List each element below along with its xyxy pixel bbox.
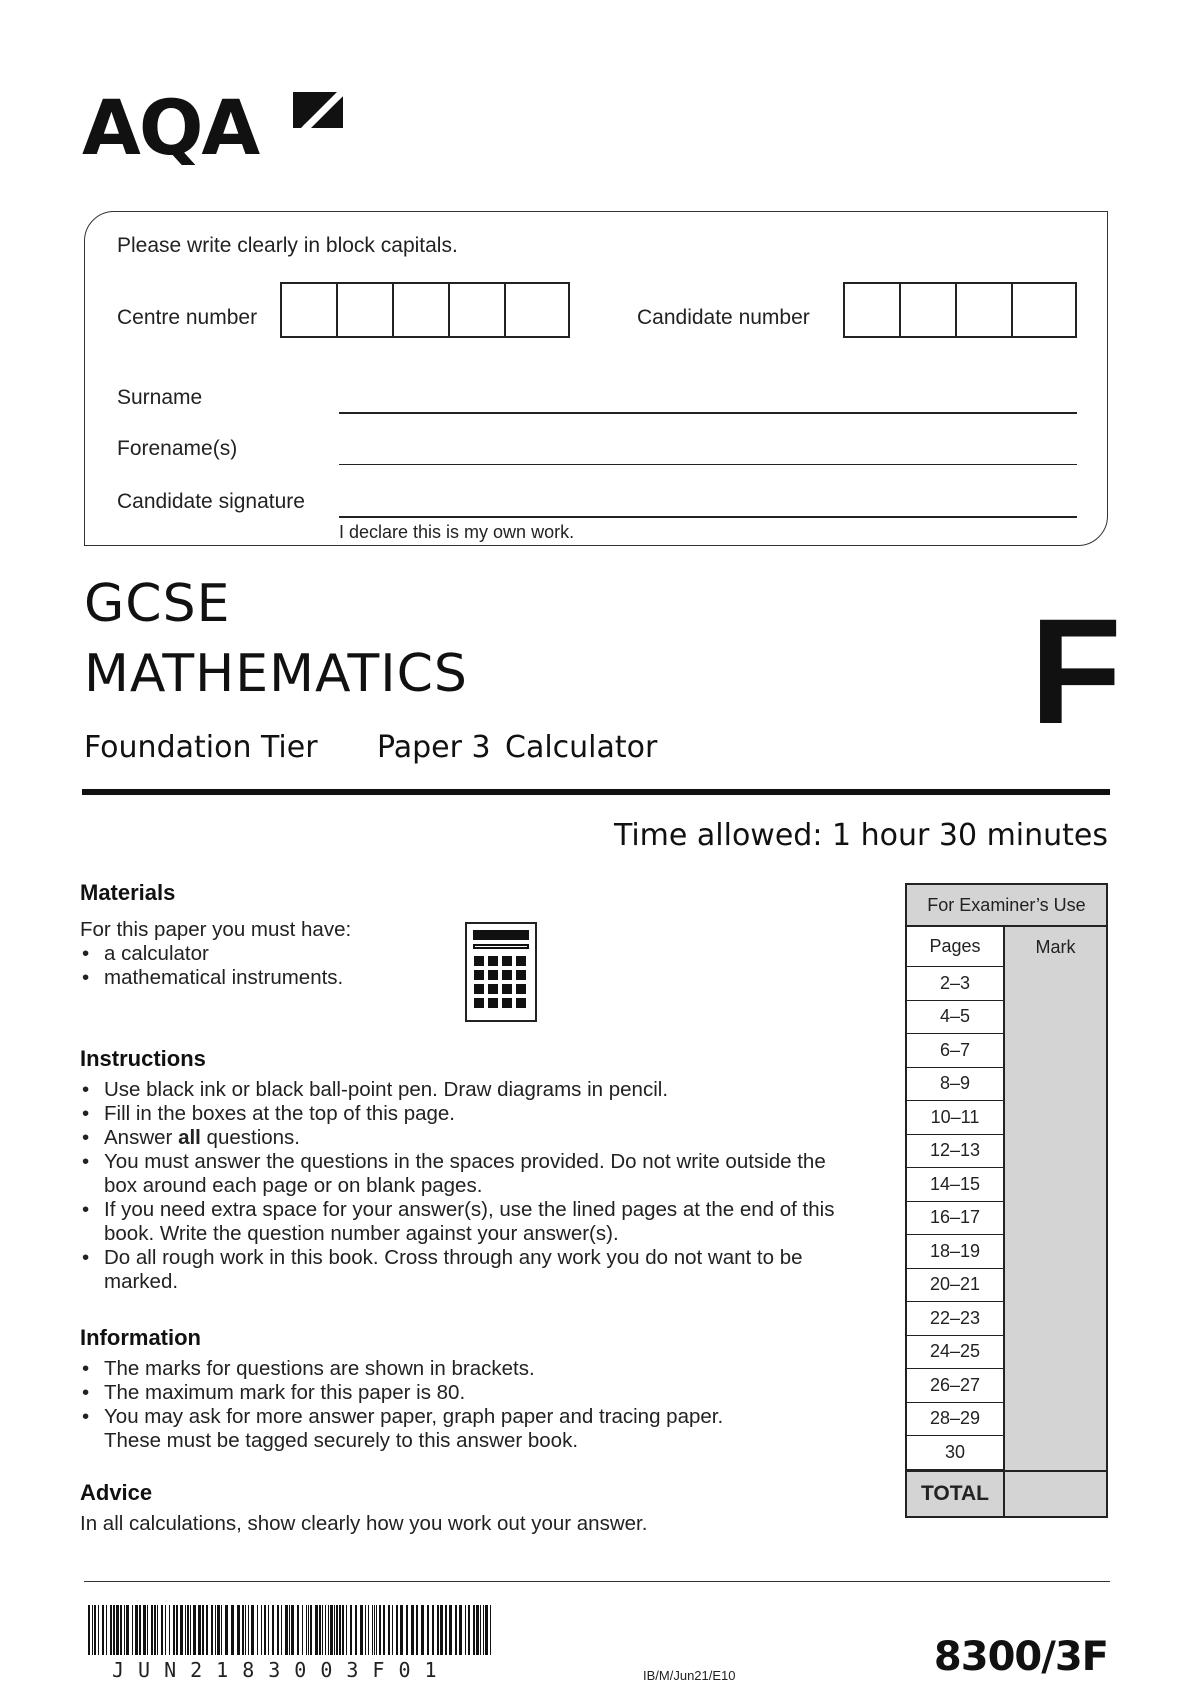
mark-cell (1005, 1101, 1106, 1135)
qualification-title: GCSE (84, 574, 231, 634)
mark-cell (1005, 1369, 1106, 1403)
list-item-text: Answer (104, 1126, 179, 1149)
tier-label: Foundation Tier (84, 730, 318, 765)
list-item: • The marks for questions are shown in brackets. (80, 1357, 820, 1381)
centre-digit-box[interactable] (282, 284, 338, 336)
mark-cell (1005, 1168, 1106, 1202)
centre-digit-box[interactable] (450, 284, 506, 336)
pages-cell: 2–3 (907, 967, 1005, 1001)
advice-heading: Advice (80, 1480, 153, 1505)
list-item: • The maximum mark for this paper is 80. (80, 1381, 820, 1405)
mark-cell (1005, 1235, 1106, 1269)
examiner-table-row (907, 1235, 1106, 1269)
instructions-heading: Instructions (80, 1046, 206, 1071)
pages-cell: 16–17 (907, 1202, 1005, 1236)
examiner-table-row (907, 1302, 1106, 1336)
list-item: • You may ask for more answer paper, graph paper and tracing paper. These must be tagged securely to this answer book. (80, 1405, 820, 1453)
document-reference: IB/M/Jun21/E10 (643, 1668, 736, 1683)
subject-title: MATHEMATICS (84, 644, 468, 704)
pages-cell: 24–25 (907, 1336, 1005, 1370)
advice-section (80, 1480, 840, 1536)
examiner-table-row (907, 1269, 1106, 1303)
materials-section (80, 880, 520, 990)
pages-cell: 22–23 (907, 1302, 1005, 1336)
forenames-label: Forename(s) (117, 437, 238, 460)
emphasis-text: all (178, 1126, 201, 1149)
pages-cell: 20–21 (907, 1269, 1005, 1303)
information-list (80, 1357, 820, 1453)
list-item: • You must answer the questions in the spaces provided. Do not write outside the box around each page or on blank pages. (80, 1150, 880, 1198)
declaration-text: I declare this is my own work. (339, 522, 575, 542)
candidate-digit-box[interactable] (1013, 284, 1075, 336)
advice-text: In all calculations, show clearly how you work out your answer. (80, 1512, 648, 1535)
information-section (80, 1325, 820, 1453)
mark-cell (1005, 1436, 1106, 1470)
pages-cell: 10–11 (907, 1101, 1005, 1135)
barcode-icon (88, 1605, 498, 1661)
footer-divider (84, 1581, 1110, 1582)
examiner-table-header-row (907, 927, 1106, 967)
list-item: • Fill in the boxes at the top of this page. (80, 1102, 880, 1126)
list-item: • Use black ink or black ball-point pen. Draw diagrams in pencil. (80, 1078, 880, 1102)
mark-cell (1005, 1001, 1106, 1035)
time-allowed: Time allowed: 1 hour 30 minutes (613, 818, 1108, 853)
total-label: TOTAL (907, 1472, 1005, 1516)
centre-digit-box[interactable] (338, 284, 394, 336)
mark-cell (1005, 967, 1106, 1001)
signature-label: Candidate signature (117, 490, 305, 513)
candidate-digit-box[interactable] (901, 284, 957, 336)
calculator-icon (465, 922, 537, 1022)
mark-cell (1005, 1135, 1106, 1169)
examiner-table-row (907, 1369, 1106, 1403)
examiner-table-row (907, 1436, 1106, 1470)
block-capitals-instruction: Please write clearly in block capitals. (117, 234, 458, 257)
instructions-section (80, 1046, 880, 1294)
pages-cell: 4–5 (907, 1001, 1005, 1035)
forenames-field[interactable] (339, 464, 1077, 465)
mark-cell (1005, 1336, 1106, 1370)
centre-digit-box[interactable] (394, 284, 450, 336)
candidate-digit-box[interactable] (845, 284, 901, 336)
list-item: • If you need extra space for your answer(s), use the lined pages at the end of this book. Write the question number against your answer(s). (80, 1198, 880, 1246)
mark-cell (1005, 1269, 1106, 1303)
examiner-table-row (907, 1034, 1106, 1068)
examiner-table-row (907, 1135, 1106, 1169)
mark-cell (1005, 1034, 1106, 1068)
logo-text: AQA (82, 83, 259, 172)
mark-header: Mark (1005, 927, 1106, 967)
candidate-number-label: Candidate number (637, 306, 810, 329)
centre-number-label: Centre number (117, 306, 258, 329)
information-heading: Information (80, 1325, 201, 1350)
examiner-table-row (907, 1068, 1106, 1102)
centre-number-boxes[interactable] (280, 282, 570, 338)
instructions-list (80, 1078, 880, 1294)
examiner-table-row (907, 1403, 1106, 1437)
examiner-table-row (907, 1168, 1106, 1202)
barcode-text: JUN2183003F01 (112, 1658, 451, 1682)
examiner-use-table (905, 883, 1108, 1518)
list-item-text: questions. (200, 1126, 301, 1149)
candidate-details-box (84, 211, 1108, 546)
pages-cell: 12–13 (907, 1135, 1005, 1169)
mark-cell (1005, 1302, 1106, 1336)
pages-cell: 30 (907, 1436, 1005, 1470)
tier-letter: F (1030, 587, 1122, 755)
pages-cell: 28–29 (907, 1403, 1005, 1437)
paper-number: Paper 3 (377, 730, 491, 765)
logo-mark-icon (287, 88, 349, 150)
materials-list (80, 942, 520, 990)
title-divider (82, 789, 1110, 795)
pages-cell: 8–9 (907, 1068, 1005, 1102)
surname-label: Surname (117, 386, 203, 409)
materials-intro: For this paper you must have: (80, 918, 352, 941)
examiner-table-row (907, 1101, 1106, 1135)
list-item: • Do all rough work in this book. Cross through any work you do not want to be marked. (80, 1246, 880, 1294)
pages-cell: 18–19 (907, 1235, 1005, 1269)
examiner-table-row (907, 1001, 1106, 1035)
list-item (80, 1126, 880, 1150)
paper-type: Calculator (505, 730, 658, 765)
pages-cell: 6–7 (907, 1034, 1005, 1068)
aqa-logo (82, 83, 352, 188)
pages-cell: 26–27 (907, 1369, 1005, 1403)
paper-code: 8300/3F (933, 1634, 1108, 1680)
examiner-table-row (907, 1202, 1106, 1236)
mark-cell (1005, 1068, 1106, 1102)
list-item: • mathematical instruments. (80, 966, 520, 990)
candidate-digit-box[interactable] (957, 284, 1013, 336)
materials-heading: Materials (80, 880, 176, 905)
mark-cell (1005, 1202, 1106, 1236)
centre-digit-box[interactable] (506, 284, 568, 336)
examiner-table-title: For Examiner’s Use (907, 885, 1106, 927)
pages-cell: 14–15 (907, 1168, 1005, 1202)
surname-field[interactable] (339, 412, 1077, 414)
pages-header: Pages (907, 927, 1005, 967)
mark-cell (1005, 1403, 1106, 1437)
examiner-table-row (907, 1336, 1106, 1370)
signature-field[interactable] (339, 516, 1077, 518)
examiner-table-row (907, 967, 1106, 1001)
total-row (907, 1470, 1106, 1516)
candidate-number-boxes[interactable] (843, 282, 1077, 338)
total-mark-cell (1005, 1472, 1106, 1516)
examiner-table-rows (907, 967, 1106, 1470)
list-item: • a calculator (80, 942, 520, 966)
